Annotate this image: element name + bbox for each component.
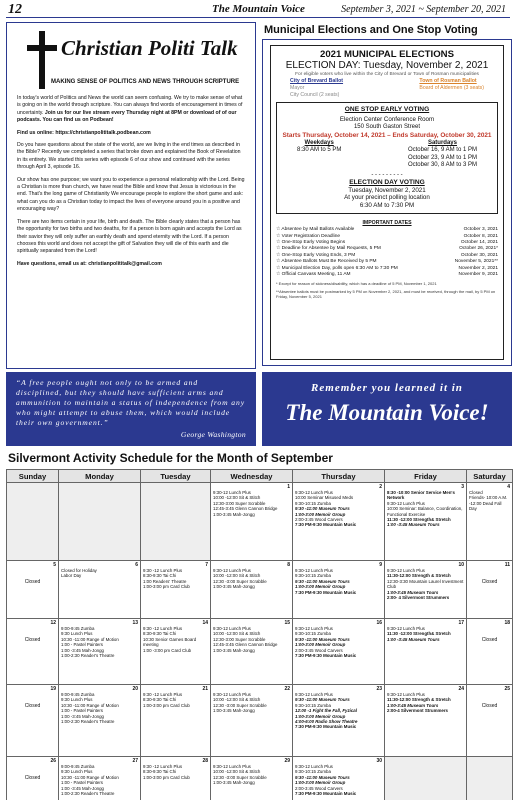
activity-calendar	[6, 469, 513, 800]
activity-entry: 1:00 - Pastel Painters	[61, 642, 103, 648]
ed-hours: 6:30 AM to 7:30 PM	[359, 202, 415, 210]
calendar-day-cell	[7, 483, 59, 561]
municipal-heading: Municipal Elections and One Stop Voting	[264, 24, 478, 36]
footnote-1: * Except for reason of sickness/disability, which has a deadline of 5 PM, November 1, 2021	[276, 281, 437, 287]
important-date-value: November 5, 2021**	[454, 259, 498, 265]
rosman-ballot	[419, 78, 484, 98]
election-day: ELECTION DAY: Tuesday, November 2, 2021	[285, 60, 489, 71]
issue-dates: September 3, 2021 ~ September 20, 2021	[341, 4, 506, 15]
activity-entry: 1:00-3:45 Mah-Jongg	[213, 780, 255, 786]
activity-entry: 9:30-10:15 Zumba	[295, 769, 331, 775]
activity-entry: 12:30 -3:00 Super Scrabble	[213, 774, 267, 780]
activity-entry: 1:00-3:00 Memoir Group	[295, 780, 346, 786]
calendar-day-cell	[7, 561, 59, 619]
calendar-day-cell	[141, 483, 211, 561]
calendar-week-row	[7, 757, 513, 800]
important-dates-heading: IMPORTANT DATES	[362, 220, 412, 226]
activity-entry: 2:00-4 Silvermont Strummers	[387, 708, 449, 714]
activity-entry: 11:30-12:00 Strength & Stretch	[387, 697, 451, 703]
day-number: 11	[504, 562, 510, 568]
calendar-day-cell	[467, 619, 513, 685]
calendar-day-cell	[141, 757, 211, 800]
activity-entry: 9:30 Lunch Plus	[61, 769, 93, 775]
activity-entry: 9:00-9:45 Zumba	[61, 764, 95, 769]
activity-entry: Closed	[24, 637, 41, 643]
brevard-head: City of Brevard Ballot	[290, 78, 344, 84]
calendar-day-cell	[7, 685, 59, 757]
rosman-aldermen: Board of Aldermen (3 seats)	[419, 84, 484, 91]
header-rule	[6, 17, 510, 18]
activity-entry: Labor Day	[61, 573, 82, 579]
activity-entry: 12:00 -1 Fight the Fall, Fyzical	[295, 708, 357, 714]
activity-entry: 9:30-12 Lunch Plus	[213, 626, 251, 631]
activity-entry: 12:30-3:00 Super Scrabble	[213, 636, 266, 642]
footnote-2: **Absentee ballots must be postmarked by 5 PM on November 2, 2021, and must be received, through the mail, by 5 PM on Friday, November 5, 2021	[276, 288, 496, 299]
ed-place: At your precinct polling location	[344, 194, 430, 202]
saturday-1: October 16, 9 AM to 1 PM	[407, 147, 477, 154]
important-date-value: November 9, 2021	[458, 272, 498, 278]
activity-entry: 9:30-12 Lunch Plus	[213, 764, 251, 769]
municipal-inner	[270, 45, 504, 360]
day-number	[61, 484, 138, 490]
activity-entry: 12:45-3:45 Glenn Cannon Bridge	[213, 506, 278, 512]
day-number: 18	[504, 620, 510, 626]
activity-entry: Closed	[481, 703, 498, 709]
day-header: Sunday	[7, 470, 59, 483]
activity-entry: 7:30 PM-9:30 Mountain Music	[295, 653, 357, 659]
ed-date: Tuesday, November 2, 2021	[348, 186, 426, 194]
activity-entry: Closed	[481, 579, 498, 585]
activity-entry: 9:30 -11:00 Museum Tours	[295, 506, 350, 512]
activity-entry: 9:30 -11:00 Museum Tours	[295, 636, 350, 642]
activity-entry: 9:30-12 Lunch Plus	[213, 568, 251, 573]
calendar-day-cell	[59, 685, 141, 757]
activity-entry: 11:30-12:00 Strength & Stretch	[387, 573, 451, 579]
calendar-day-cell	[211, 685, 293, 757]
cross-icon	[39, 31, 45, 89]
day-number: 30	[376, 758, 382, 764]
calendar-day-cell	[59, 619, 141, 685]
activity-entry: 10:30 Senior Games Board meeting	[143, 636, 197, 648]
activity-entry: 9:30-12 Lunch Plus	[387, 692, 425, 697]
day-number: 4	[507, 484, 510, 490]
day-number: 9	[379, 562, 382, 568]
cpt-subtitle: MAKING SENSE OF POLITICS AND NEWS THROUGH SCRIPTURE	[51, 79, 240, 85]
activity-entry: 1:00 Readers' Theatre	[143, 578, 187, 584]
day-number: 1	[287, 484, 290, 490]
activity-entry: 1:00-3:45 Mah-Jongg	[213, 511, 255, 517]
ed-heading: ELECTION DAY VOTING	[349, 178, 425, 186]
activity-entry: 1:00 -3:00 pm Card Club	[143, 647, 192, 653]
calendar-day-cell	[293, 483, 385, 561]
day-number	[143, 484, 208, 490]
activity-entry: 10:00 -12:00 Sit & Stitch	[213, 697, 261, 703]
important-date-value: November 2, 2021	[458, 265, 498, 271]
important-date-label: ☆ Absentee by Mail Ballots Available	[276, 227, 355, 233]
activity-entry: 1:00-3:45 Museum Tours	[387, 702, 439, 708]
calendar-day-cell	[7, 757, 59, 800]
important-date-label: ☆ Voter Registration Deadline	[276, 233, 341, 239]
activity-entry: 1:00-3:00 Memoir Group	[295, 642, 346, 648]
activity-entry: 1:00-3:45 Mah-Jongg	[213, 584, 255, 590]
important-date-label: ☆ Municipal Election Day, polls open 6:30 AM to 7:30 PM	[276, 265, 398, 271]
activity-entry: 12:45-3:45 Glenn Cannon Bridge	[213, 642, 278, 648]
osv-dates: Starts Thursday, October 14, 2021 – Ends Saturday, October 30, 2021	[282, 131, 492, 139]
important-date-label: ☆ One-Stop Early Voting Ends, 3 PM	[276, 252, 356, 258]
important-date-value: October 30, 2021	[460, 252, 498, 258]
day-number: 15	[284, 620, 290, 626]
day-number: 5	[53, 562, 56, 568]
calendar-day-cell	[141, 561, 211, 619]
day-number: 23	[376, 686, 382, 692]
activity-entry: 1:00-2:30 Reader's Theatre	[61, 791, 115, 797]
day-number: 10	[458, 562, 464, 568]
day-number: 24	[458, 686, 464, 692]
calendar-day-cell	[59, 483, 141, 561]
activity-entry: 1:00-3:00 pm Card Club	[143, 774, 190, 780]
activity-entry: 4:00-6:00 Radio Show Theatre	[295, 719, 358, 725]
activity-entry: 1:00 - Pastel Painters	[61, 708, 103, 714]
activity-entry: 9:30 -11:00 Museum Tours	[295, 774, 350, 780]
calendar-day-cell	[385, 685, 467, 757]
activity-heading: Silvermont Activity Schedule for the Month of September	[8, 451, 333, 465]
day-header: Tuesday	[141, 470, 211, 483]
osv-loc1: Election Center Conference Room	[339, 116, 435, 124]
activity-entry: 9:30-10:15 Zumba	[295, 573, 331, 579]
activity-entry: 1:00-3:45 Museum Tours	[387, 589, 439, 595]
calendar-week-row	[7, 483, 513, 561]
activity-entry: 10:00 Seminar Misused Meds	[295, 495, 354, 501]
activity-entry: 1:00 -3:45 Mah-Jongg	[61, 713, 104, 719]
calendar-day-cell	[7, 619, 59, 685]
remember-line-1: Remember you learned it in	[311, 382, 463, 394]
cross-bar	[27, 45, 57, 51]
activity-entry: 8:30 -10:00 Senior Service Men's Network	[387, 490, 455, 501]
day-header: Wednesday	[211, 470, 293, 483]
calendar-day-cell	[141, 619, 211, 685]
calendar-day-cell	[467, 483, 513, 561]
important-date-label: ☆ One-Stop Early Voting Begins	[276, 240, 346, 246]
day-number: 8	[287, 562, 290, 568]
activity-entry: Closed	[481, 637, 498, 643]
calendar-day-cell	[385, 757, 467, 800]
cpt-paragraph-3: Do you have questions about the state of the world, are we living in the end times as described in the Bible? Recently we completed a series that broke down and explained the Book of Revelation in its entirety. We started this series with episode 6 of our show and continued with the series through April 3, episode 16.	[17, 142, 241, 171]
day-number: 13	[132, 620, 138, 626]
activity-entry: Closed for Holiday	[61, 568, 97, 573]
calendar-day-cell	[211, 561, 293, 619]
municipal-box	[262, 39, 512, 366]
activity-entry: Closed	[24, 775, 41, 781]
activity-entry: 1:00 -3:45 Mah-Jongg	[61, 647, 104, 653]
day-number	[469, 758, 510, 764]
activity-entry: 8:30-9:30 Tai Chi	[143, 573, 177, 579]
activity-entry: 10:30 -11:00 Range of Motion	[61, 702, 119, 708]
activity-entry: 7:30 PM-9:30 Mountain Music	[295, 724, 357, 730]
calendar-day-cell	[141, 685, 211, 757]
brevard-council: City Council (2 seats)	[290, 91, 340, 98]
cpt-email[interactable]: Have questions, email us at: christianpolititalk@gmail.com	[17, 260, 162, 267]
activity-entry: 9:30-10:15 Zumba	[295, 631, 331, 637]
osv-hours	[279, 140, 495, 170]
activity-entry: 2:00-3:45 Wood Carvers	[295, 785, 343, 791]
activity-entry: 9:30-12 Lunch Plus	[295, 692, 333, 697]
important-date-value: October 3, 2021	[463, 227, 498, 233]
activity-entry: 12:30-3:00 Super Scrabble	[213, 500, 266, 506]
christian-politi-talk-ad	[6, 22, 256, 369]
important-date-value: October 8, 2021	[463, 233, 498, 239]
calendar-day-cell	[293, 685, 385, 757]
activity-entry: 9:30 -12 Lunch Plus	[143, 692, 183, 697]
activity-entry: 9:30-12 Lunch Plus	[295, 764, 333, 769]
day-number: 29	[284, 758, 290, 764]
activity-entry: 7:30 PM-9:30 Mountain Music	[295, 791, 357, 797]
washington-quote	[6, 372, 256, 446]
activity-entry: 11:30 -12:00 Strength& Stretch	[387, 517, 451, 523]
day-number: 7	[205, 562, 208, 568]
osv-loc2: 150 South Gaston Street	[353, 124, 421, 131]
saturday-3: October 30, 8 AM to 3 PM	[407, 162, 477, 169]
day-header: Friday	[385, 470, 467, 483]
activity-entry: Closed	[469, 490, 483, 495]
activity-entry: 9:30-12 Lunch Plus	[213, 692, 251, 697]
activity-entry: 9:00-9:45 Zumba	[61, 692, 95, 697]
quote-author: George Washington	[180, 430, 246, 439]
activity-entry: 1:00 -3:45 Mah-Jongg	[61, 785, 104, 791]
calendar-day-cell	[385, 561, 467, 619]
activity-entry: 1:00 -3:45 Museum Tours	[387, 522, 440, 528]
calendar-day-cell	[385, 619, 467, 685]
activity-entry: 9:30 Lunch Plus	[61, 697, 93, 703]
activity-entry: 2:00-3:45 Wood Carvers	[295, 517, 343, 523]
activity-entry: 1:00-3:45 Mah-Jongg	[213, 708, 255, 714]
activity-entry: 9:30-12 Lunch Plus	[295, 626, 333, 631]
activity-entry: 10:00 -12:00 Sit & Stitch	[213, 769, 261, 775]
activity-entry: 10:00 -12:00 Sit & Stitch	[213, 495, 261, 501]
osv-heading: ONE STOP EARLY VOTING	[344, 106, 430, 114]
important-date-row	[276, 272, 498, 278]
important-date-value: October 26, 2021*	[459, 246, 498, 252]
calendar-day-cell	[211, 757, 293, 800]
day-number: 2	[379, 484, 382, 490]
important-date-label: ☆ Official Canvass Meeting, 11 AM	[276, 272, 351, 278]
day-number: 6	[135, 562, 138, 568]
activity-entry: 12:30-3:30 Mountain Laurel Investment Club	[387, 578, 464, 590]
day-number: 28	[202, 758, 208, 764]
activity-entry: 12:30 -3:00 Super Scrabble	[213, 578, 267, 584]
day-number: 16	[376, 620, 382, 626]
important-dates	[276, 220, 498, 278]
activity-entry: 10:00 -12:00 Sit & Stitch	[213, 573, 261, 579]
day-header: Thursday	[293, 470, 385, 483]
day-number: 19	[50, 686, 56, 692]
activity-entry: Closed	[24, 579, 41, 585]
quote-text: “A free people ought not only to be armed and disciplined, but they should have sufficient arms and ammunition to maintain a status of independence from any who might attempt to abuse them, which would include their own government.”	[16, 378, 245, 427]
important-dates-list	[276, 227, 498, 278]
important-date-value: October 14, 2021	[460, 240, 498, 246]
calendar-day-cell	[293, 561, 385, 619]
day-number: 3	[461, 484, 464, 490]
divider-dashes: - - - - - - - - -	[371, 171, 403, 178]
activity-entry: 1:00-3:45 Mah-Jongg	[213, 647, 255, 653]
weekdays-hours: 8:30 AM to 5 PM	[297, 147, 342, 154]
day-header: Monday	[59, 470, 141, 483]
saturdays	[408, 140, 477, 170]
weekdays	[297, 140, 341, 170]
day-number	[387, 758, 464, 764]
activity-entry: 10:00 Seminar: Balance, Coordination, Functional Exercise	[387, 506, 463, 517]
calendar-header-row	[7, 470, 513, 483]
saturdays-head: Saturdays	[427, 139, 457, 146]
activity-entry: 1:00-3:00 Memoir Group	[295, 511, 346, 517]
brevard-ballot	[290, 78, 343, 98]
cpt-logo	[17, 23, 245, 95]
activity-entry: 1:00-3:00 pm Card Club	[143, 584, 190, 590]
calendar-body	[7, 483, 513, 800]
day-number: 22	[284, 686, 290, 692]
calendar-day-cell	[293, 757, 385, 800]
day-number: 12	[50, 620, 56, 626]
activity-entry: 2:00- 4 Silvermont Strummers	[387, 595, 450, 601]
calendar-day-cell	[211, 619, 293, 685]
calendar-day-cell	[59, 561, 141, 619]
activity-entry: Closed	[24, 703, 41, 709]
activity-entry: 10:30 -11:00 Range of Motion	[61, 774, 119, 780]
eligibility-note: For eligible voters who live within the City of Brevard or Town of Rosman municipalities	[295, 72, 479, 77]
activity-entry: 9:00-9:45 Zumba	[61, 626, 95, 631]
day-number: 17	[458, 620, 464, 626]
cpt-title: Christian Politi Talk	[61, 36, 238, 60]
day-number: 21	[202, 686, 208, 692]
activity-entry: 10:00 -12:00 Sit & Stitch	[213, 631, 261, 637]
activity-entry: 9:30-10:15 Zumba	[295, 702, 331, 708]
rosman-head: Town of Rosman Ballot	[419, 78, 477, 84]
activity-entry: 9:30 -12 Lunch Plus	[143, 764, 183, 769]
activity-entry: 1:00 - Pastel Painters	[61, 780, 103, 786]
activity-entry: 9:30-12 Lunch Plus	[387, 500, 425, 506]
day-header: Saturday	[467, 470, 513, 483]
activity-entry: 12:30 -3:00 Super Scrabble	[213, 702, 267, 708]
activity-entry: 1:00-2:30 Reader's Theatre	[61, 653, 115, 659]
day-number: 14	[202, 620, 208, 626]
remember-banner	[262, 372, 512, 446]
activity-entry: 9:30 -11:00 Museum Tours	[295, 578, 350, 584]
day-number: 26	[50, 758, 56, 764]
activity-entry: 1:00 -3:45 Museum Tours	[387, 636, 440, 642]
page-number: 12	[8, 2, 22, 17]
activity-entry: 8:30-9:30 Tai Chi	[143, 769, 177, 775]
calendar-day-cell	[59, 757, 141, 800]
activity-entry: 9:30 -12 Lunch Plus	[143, 626, 183, 631]
day-number: 20	[132, 686, 138, 692]
day-number: 27	[132, 758, 138, 764]
activity-entry: 1:00-3:00 Memoir Group	[295, 713, 346, 719]
calendar-day-cell	[293, 619, 385, 685]
activity-entry: 8:30-9:30 Tai Chi	[143, 631, 177, 637]
activity-entry: 9:30-12 Lunch Plus	[295, 568, 333, 573]
cpt-p1-text: In today's world of Politics and News the world can seem confusing. We try to make sense of what is going on in the world through scripture. You can always find words of encouragement in times of uncertainty.	[17, 95, 243, 116]
activity-entry: 9:30-12 Lunch Plus	[295, 490, 333, 495]
activity-entry: 9:30-12 Lunch Plus	[387, 568, 425, 573]
cpt-paragraph-1	[17, 95, 245, 125]
cpt-online-link[interactable]: Find us online: https://christianpolititalk.podbean.com	[17, 129, 151, 136]
activity-entry: 2:00-3:45 Wood Carvers	[295, 647, 343, 653]
calendar-week-row	[7, 685, 513, 757]
activity-entry: 8:30-9:30 Tai Chi	[143, 697, 177, 703]
calendar-day-cell	[467, 757, 513, 800]
calendar-week-row	[7, 619, 513, 685]
saturday-2: October 23, 9 AM to 1 PM	[407, 154, 477, 161]
weekdays-head: Weekdays	[304, 139, 334, 146]
calendar-week-row	[7, 561, 513, 619]
cpt-p1-bold: Join us for our live stream every Thursday night at 8PM or download of of our podcasts. You can find us on Podbean!	[17, 109, 237, 124]
brevard-mayor: Mayor	[290, 84, 305, 91]
important-date-label: ☆ Deadline for Absentee by Mail Requests, 5 PM	[276, 246, 381, 252]
activity-entry: 11:30 -12:00 Strength& Stretch	[387, 631, 451, 637]
important-date-label: ☆ Absentee Ballots Must Be Received by 5 PM	[276, 259, 377, 265]
masthead-brand: The Mountain Voice	[212, 3, 305, 15]
activity-entry: 10:30 -11:00 Range of Motion	[61, 636, 119, 642]
activity-entry: 1:00-3:00 Memoir Group	[295, 584, 346, 590]
calendar-day-cell	[211, 483, 293, 561]
activity-entry: 9:30 Lunch Plus	[61, 631, 93, 637]
activity-entry: 7:30 PM-9:30 Mountain Music	[295, 522, 357, 528]
activity-entry: Friends- 10:00 A.M. -12:00 Dead Fall Day	[469, 495, 508, 512]
activity-entry: 9:30-12 Lunch Plus	[213, 490, 251, 495]
activity-entry: 7:30 PM-9:30 Mountain Music	[295, 589, 357, 595]
activity-entry: 1:00-2:30 Reader's Theatre	[61, 719, 115, 725]
day-number: 25	[504, 686, 510, 692]
election-title: 2021 MUNICIPAL ELECTIONS	[320, 49, 454, 60]
activity-entry: 9:30-10:15 Zumba	[295, 500, 331, 506]
activity-entry: 9:30 -11:00 Museum Tours	[295, 697, 350, 703]
activity-entry: 9:30-12 Lunch Plus	[387, 626, 425, 631]
ballots	[276, 78, 498, 98]
calendar-day-cell	[467, 561, 513, 619]
cpt-paragraph-4: Our show has one purpose; we want you to experience a personal relationship with the Lord. Being a Christian is more than church, we have read the Bible and know that Jesus is victorious in the end. That's the long game of Christianity We encourage people to explore the short game and ask: what can you do as a Christian today to impact the lives of everyone around you in a positive and encouraging way?	[17, 176, 245, 213]
remember-line-2: The Mountain Voice!	[285, 400, 489, 425]
day-number	[9, 484, 56, 490]
activity-entry: 9:30 -12 Lunch Plus	[143, 568, 183, 573]
activity-entry: 1:00-3:00 pm Card Club	[143, 702, 190, 708]
calendar-day-cell	[385, 483, 467, 561]
voting-schedule	[276, 102, 498, 214]
cpt-paragraph-5: There are two items certain in your life, birth and death. The Bible clearly states that a person has the opportunity for two births and two deaths, for if a person is born again and accepts the Lord as their savior they will only suffer an earthly death and spend eternity with the Lord. If a person chooses this world and does not accept the gift of Salvation they will die of this earth and die spiritually separated from the Lord!	[17, 218, 242, 255]
calendar-day-cell	[467, 685, 513, 757]
